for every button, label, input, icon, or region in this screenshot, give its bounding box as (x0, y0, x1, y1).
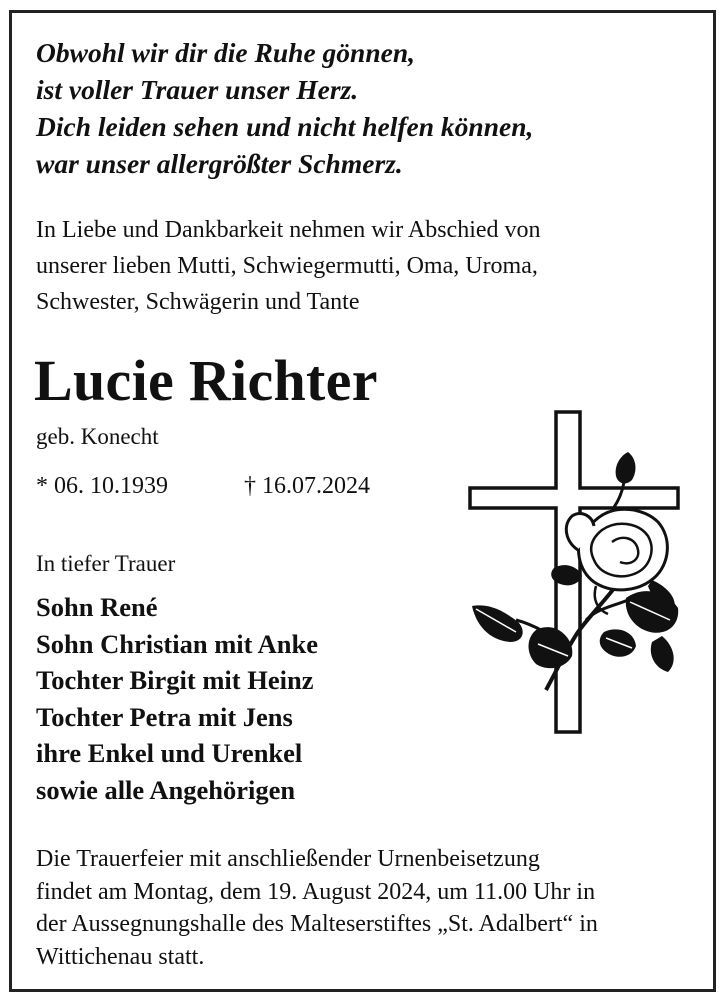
intro-line: unserer lieben Mutti, Schwiegermutti, Oma, Uroma, (36, 253, 538, 279)
poem-line: Dich leiden sehen und nicht helfen können, (36, 111, 534, 142)
mourning-label: In tiefer Trauer (36, 551, 176, 576)
family-member: ihre Enkel und Urenkel (36, 738, 303, 768)
family-member: Tochter Birgit mit Heinz (36, 665, 314, 695)
cross-with-rose-icon (466, 410, 686, 740)
intro-line: Schwester, Schwägerin und Tante (36, 289, 360, 315)
family-list (36, 589, 318, 808)
intro-line: In Liebe und Dankbarkeit nehmen wir Abschied von (36, 217, 541, 243)
service-line: findet am Montag, dem 19. August 2024, um 11.00 Uhr in (36, 878, 596, 905)
family-member: sowie alle Angehörigen (36, 774, 296, 805)
farewell-intro (36, 212, 541, 320)
family-member: Tochter Petra mit Jens (36, 701, 293, 732)
family-member: Sohn René (36, 592, 158, 622)
poem-line: ist voller Trauer unser Herz. (36, 74, 359, 105)
service-line: Die Trauerfeier mit anschließender Urnenbeisetzung (36, 846, 540, 872)
family-member: Sohn Christian mit Anke (36, 628, 319, 659)
memorial-poem (36, 34, 533, 182)
deceased-name: Lucie Richter (34, 348, 378, 413)
poem-line: war unser allergrößter Schmerz. (36, 148, 403, 179)
service-line: Wittichenau statt. (36, 943, 205, 970)
birth-date: * 06. 10.1939 (36, 473, 168, 499)
death-date: † 16.07.2024 (244, 473, 370, 499)
poem-line: Obwohl wir dir die Ruhe gönnen, (36, 37, 415, 68)
funeral-service-info (36, 843, 598, 973)
birth-name: geb. Konecht (36, 424, 159, 449)
service-line: der Aussegnungshalle des Malteserstiftes „St. Adalbert“ in (36, 911, 598, 937)
